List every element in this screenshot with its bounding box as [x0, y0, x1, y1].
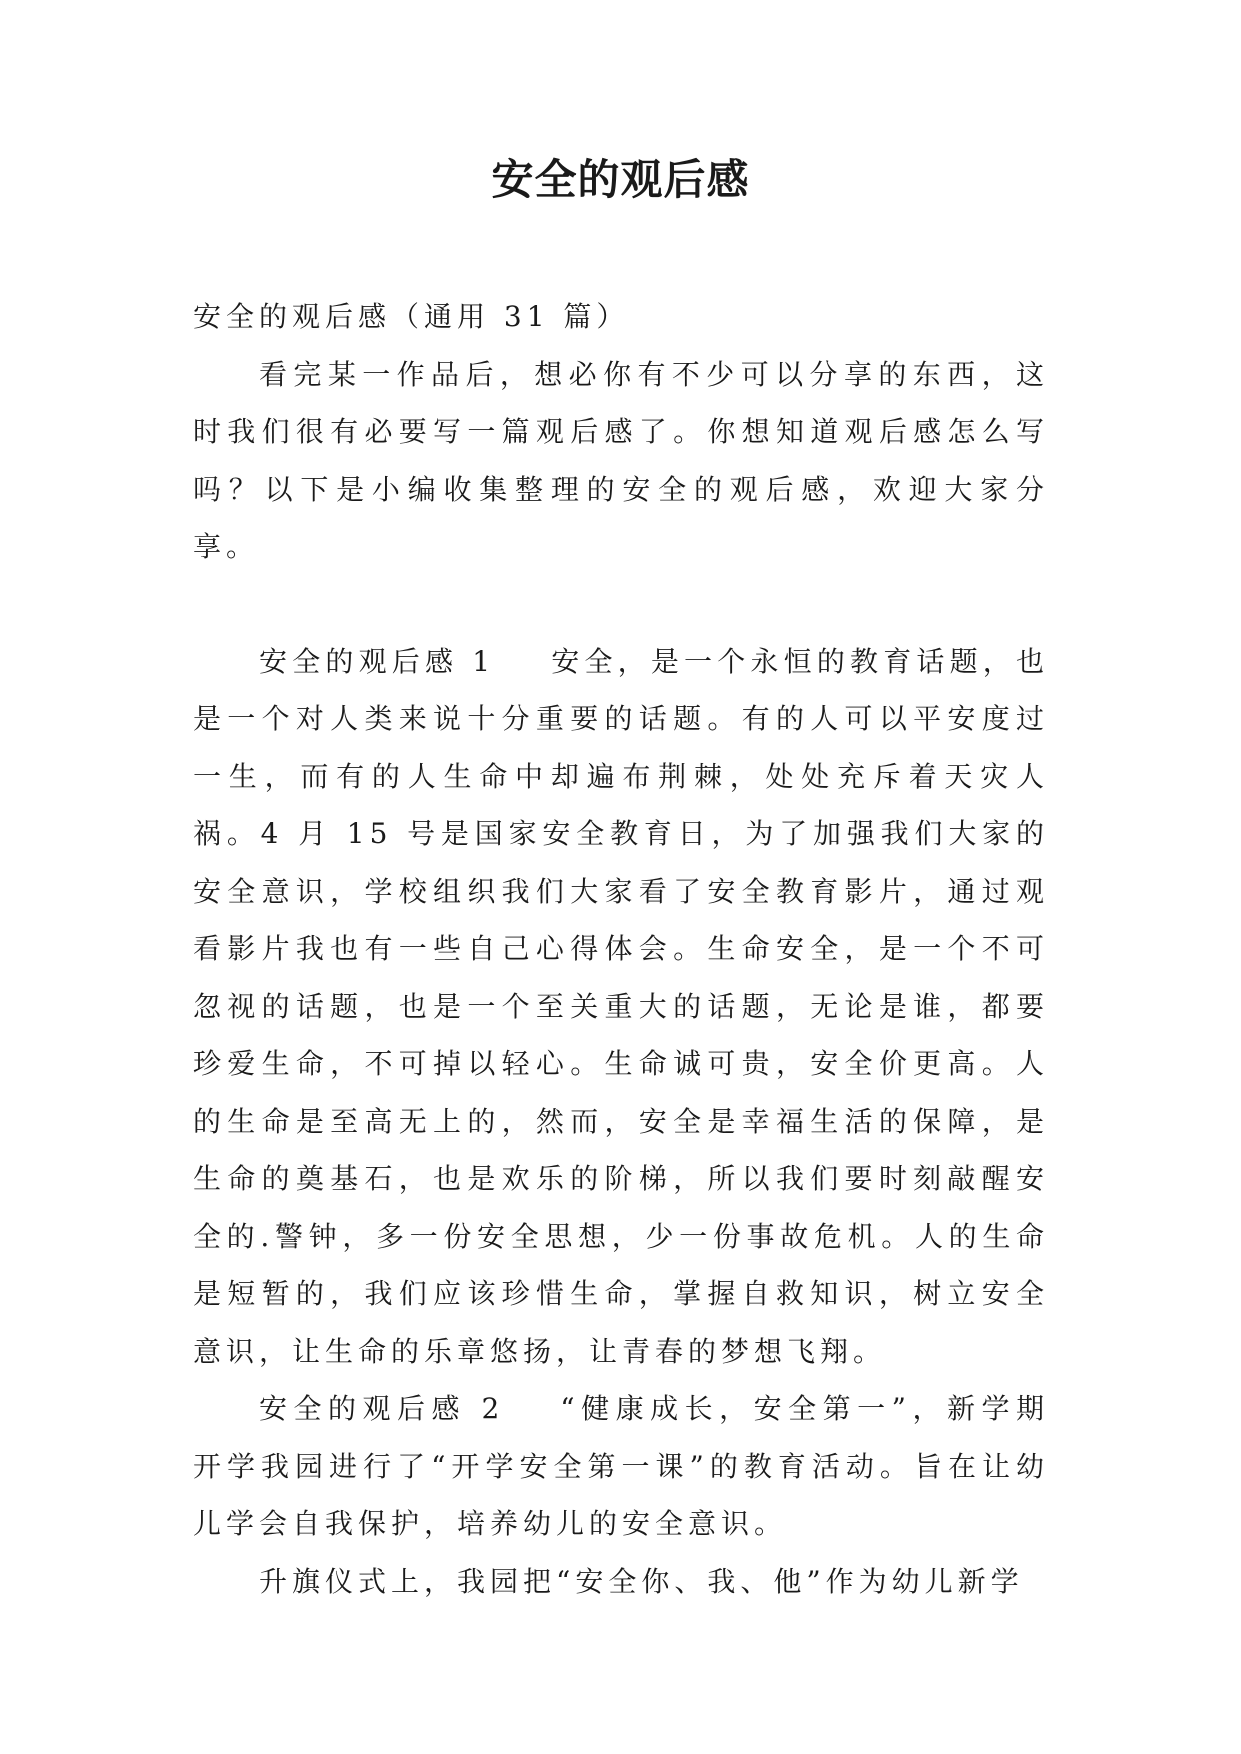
section-2-paragraph — [193, 1380, 1049, 1553]
paragraph-gap — [193, 576, 1049, 633]
section-1-paragraph — [193, 633, 1049, 1381]
section-1-text: 安全，是一个永恒的教育话题，也是一个对人类来说十分重要的话题。有的人可以平安度过一生，而有的人生命中却遍布荆棘，处处充斥着天灾人祸。4 月 15 号是国家安全教育日，为了加强我们大家的安全意识，学校组织我们大家看了安全教育影片，通过观看影片我也有一些自己心得体会。生命安全，是一个不可忽视的话题，也是一个至关重大的话题，无论是谁，都要珍爱生命，不可掉以轻心。生命诚可贵，安全价更高。人的生命是至高无上的，然而，安全是幸福生活的保障，是生命的奠基石，也是欢乐的阶梯，所以我们要时刻敲醒安全的.警钟，多一份安全思想，少一份事故危机。人的生命是短暂的，我们应该珍惜生命，掌握自救知识，树立安全意识，让生命的乐章悠扬，让青春的梦想飞翔。 — [193, 644, 1049, 1368]
last-paragraph: 升旗仪式上，我园把“安全你、我、他”作为幼儿新学 — [259, 1564, 1024, 1598]
document-body — [193, 288, 1049, 1610]
section-2-heading: 安全的观后感 2 — [259, 1392, 505, 1425]
document-subtitle: 安全的观后感（通用 31 篇） — [193, 300, 630, 333]
section-2-text: “健康成长，安全第一”，新学期开学我园进行了“开学安全第一课”的教育活动。旨在让幼儿学会自我保护，培养幼儿的安全意识。 — [193, 1392, 1049, 1540]
intro-paragraph: 看完某一作品后，想必你有不少可以分享的东西，这时我们很有必要写一篇观后感了。你想知道观后感怎么写吗？以下是小编收集整理的安全的观后感，欢迎大家分享。 — [193, 357, 1049, 563]
document-title: 安全的观后感 — [491, 155, 750, 204]
section-1-heading: 安全的观后感 1 — [259, 644, 496, 678]
